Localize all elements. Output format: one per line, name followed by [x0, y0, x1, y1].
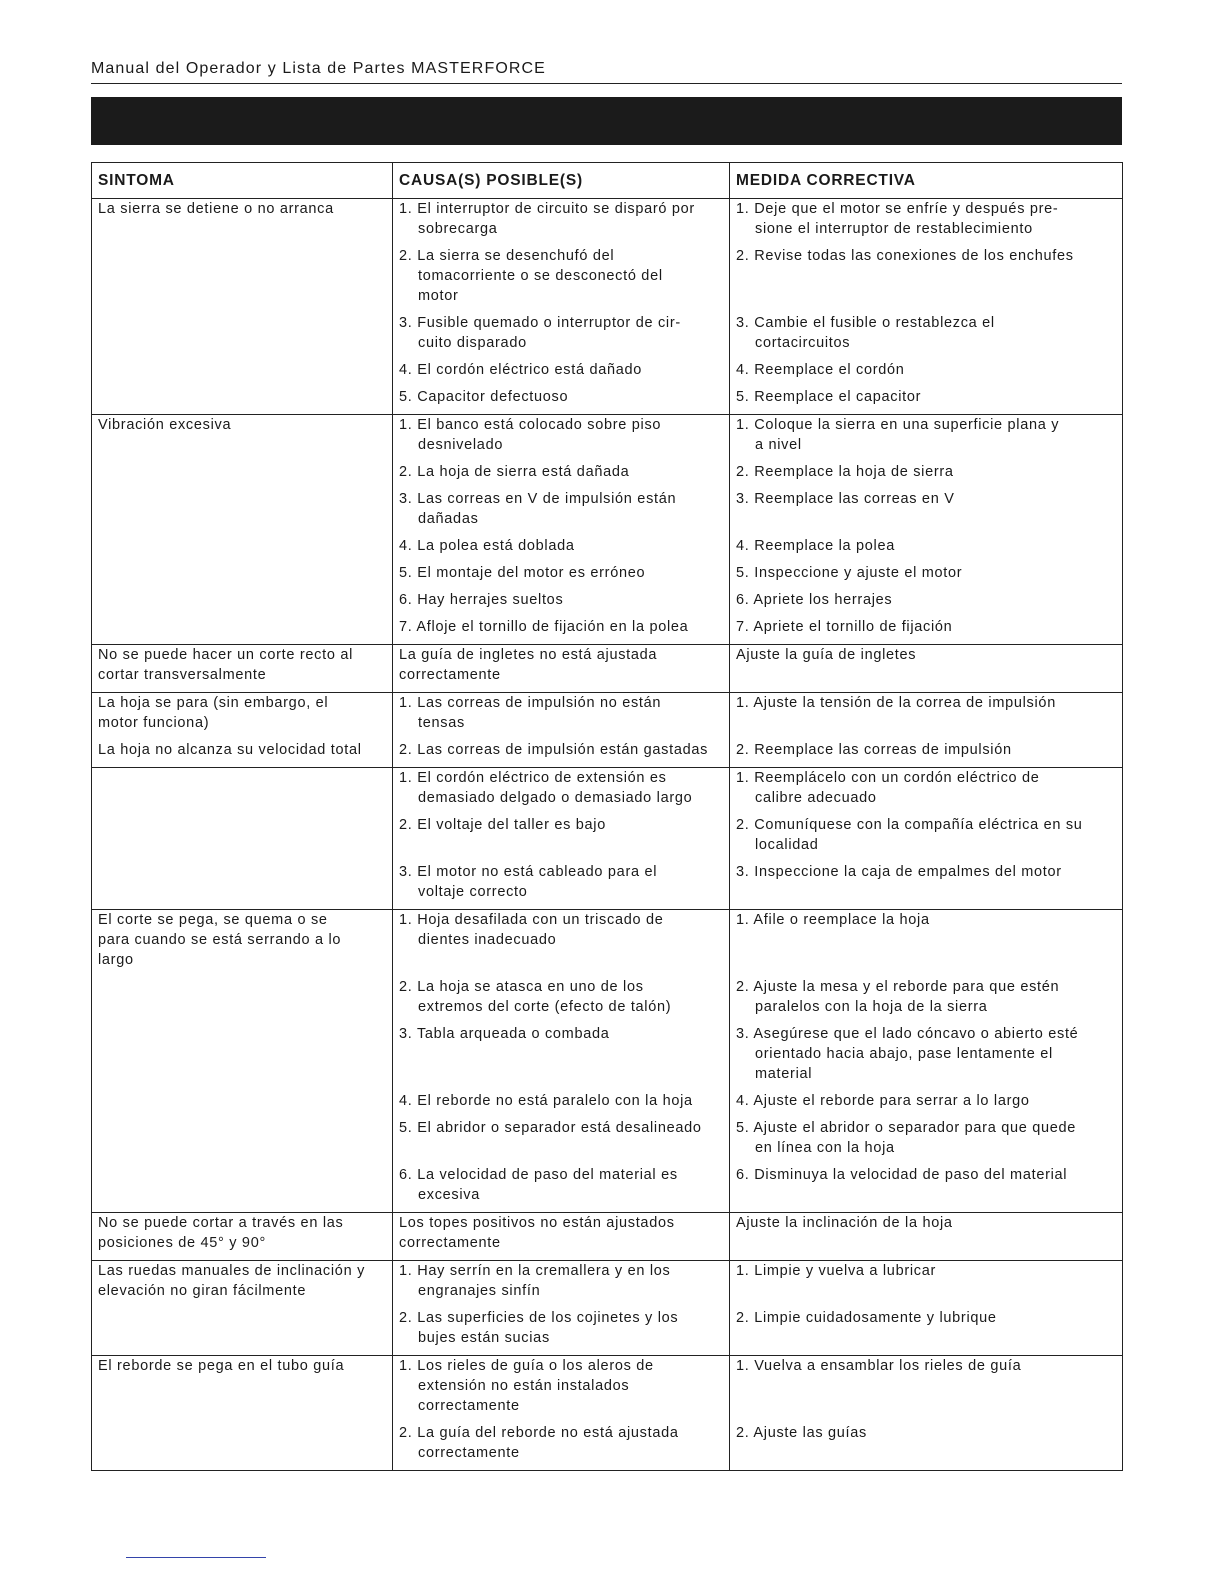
cell-text-line: 2. Las correas de impulsión están gastadas	[399, 742, 709, 758]
cell-text-line: Vibración excesiva	[98, 417, 232, 433]
cell-text-line: 5. Capacitor defectuoso	[399, 389, 569, 405]
symptom-cell	[92, 1308, 393, 1356]
cell-text-line: motor	[418, 288, 459, 304]
cause-cell	[393, 563, 730, 590]
table-row	[92, 862, 1123, 910]
fix-cell	[730, 415, 1123, 463]
cell-text-line: 4. Ajuste el reborde para serrar a lo largo	[736, 1093, 1030, 1109]
cell-text-line: localidad	[755, 837, 819, 853]
table-row	[92, 645, 1123, 693]
cell-text-line: 2. El voltaje del taller es bajo	[399, 817, 606, 833]
cell-text-line: 4. El reborde no está paralelo con la hoja	[399, 1093, 693, 1109]
cell-text-line: 2. Comuníquese con la compañía eléctrica en su	[736, 817, 1083, 833]
cell-text-line: cuito disparado	[418, 335, 527, 351]
cell-text-line: 3. El motor no está cableado para el	[399, 864, 658, 880]
table-row	[92, 910, 1123, 978]
fix-cell	[730, 246, 1123, 313]
cause-cell	[393, 360, 730, 387]
symptom-cell	[92, 693, 393, 741]
cell-text-line: 7. Apriete el tornillo de fijación	[736, 619, 953, 635]
cell-text-line: correctamente	[399, 667, 501, 683]
fix-cell	[730, 693, 1123, 741]
cause-cell	[393, 740, 730, 768]
cause-cell	[393, 1118, 730, 1165]
cause-cell	[393, 1091, 730, 1118]
header-rule	[91, 83, 1122, 84]
cell-text-line: 7. Afloje el tornillo de fijación en la polea	[399, 619, 689, 635]
cause-cell	[393, 313, 730, 360]
fix-cell	[730, 1118, 1123, 1165]
fix-cell	[730, 1165, 1123, 1213]
cause-cell	[393, 1308, 730, 1356]
cell-text-line: 1. Reemplácelo con un cordón eléctrico de	[736, 770, 1040, 786]
table-body	[92, 199, 1123, 1471]
symptom-cell	[92, 360, 393, 387]
cell-text-line: 1. El interruptor de circuito se disparó por	[399, 201, 695, 217]
fix-cell	[730, 768, 1123, 816]
symptom-cell	[92, 617, 393, 645]
fix-cell	[730, 462, 1123, 489]
fix-cell	[730, 977, 1123, 1024]
cell-text-line: 3. Fusible quemado o interruptor de cir-	[399, 315, 681, 331]
symptom-cell	[92, 1024, 393, 1091]
cause-cell	[393, 910, 730, 978]
table-row	[92, 313, 1123, 360]
cell-text-line: La guía de ingletes no está ajustada	[399, 647, 658, 663]
cell-text-line: paralelos con la hoja de la sierra	[755, 999, 988, 1015]
symptom-cell	[92, 1118, 393, 1165]
fix-cell	[730, 1024, 1123, 1091]
table-row	[92, 462, 1123, 489]
cell-text-line: 2. Reemplace la hoja de sierra	[736, 464, 954, 480]
table-row	[92, 387, 1123, 415]
fix-cell	[730, 617, 1123, 645]
cell-text-line: 2. Ajuste las guías	[736, 1425, 867, 1441]
cause-cell	[393, 1165, 730, 1213]
cell-text-line: Los topes positivos no están ajustados	[399, 1215, 675, 1231]
cell-text-line: 3. Asegúrese que el lado cóncavo o abierto esté	[736, 1026, 1079, 1042]
cell-text-line: para cuando se está serrando a lo	[98, 932, 342, 948]
table-row	[92, 740, 1123, 768]
symptom-cell	[92, 1165, 393, 1213]
cell-text-line: 1. Deje que el motor se enfríe y después pre-	[736, 201, 1059, 217]
symptom-cell	[92, 645, 393, 693]
cell-text-line: 6. Disminuya la velocidad de paso del material	[736, 1167, 1068, 1183]
footer-rule	[126, 1557, 266, 1558]
cell-text-line: 1. Limpie y vuelva a lubricar	[736, 1263, 937, 1279]
cell-text-line: Las ruedas manuales de inclinación y	[98, 1263, 366, 1279]
fix-cell	[730, 740, 1123, 768]
fix-cell	[730, 590, 1123, 617]
cell-text-line: desnivelado	[418, 437, 504, 453]
symptom-cell	[92, 1261, 393, 1309]
cell-text-line: 1. Coloque la sierra en una superficie plana y	[736, 417, 1060, 433]
cell-text-line: 2. La sierra se desenchufó del	[399, 248, 615, 264]
symptom-cell	[92, 563, 393, 590]
cell-text-line: 1. El banco está colocado sobre piso	[399, 417, 662, 433]
cell-text-line: 5. Reemplace el capacitor	[736, 389, 922, 405]
fix-cell	[730, 387, 1123, 415]
symptom-cell	[92, 1213, 393, 1261]
fix-cell	[730, 360, 1123, 387]
cell-text-line: 1. Afile o reemplace la hoja	[736, 912, 930, 928]
symptom-cell	[92, 536, 393, 563]
cell-text-line: 3. Cambie el fusible o restablezca el	[736, 315, 995, 331]
table-row	[92, 1308, 1123, 1356]
cause-cell	[393, 693, 730, 741]
fix-cell	[730, 1091, 1123, 1118]
cause-cell	[393, 1261, 730, 1309]
cell-text-line: 4. El cordón eléctrico está dañado	[399, 362, 643, 378]
cause-cell	[393, 617, 730, 645]
table-row	[92, 815, 1123, 862]
cell-text-line: engranajes sinfín	[418, 1283, 541, 1299]
fix-cell	[730, 563, 1123, 590]
cell-text-line: 1. Hoja desafilada con un triscado de	[399, 912, 664, 928]
table-row	[92, 1024, 1123, 1091]
cell-text-line: extremos del corte (efecto de talón)	[418, 999, 672, 1015]
fix-cell	[730, 1261, 1123, 1309]
column-header-symptom: SINTOMA	[92, 163, 393, 199]
cell-text-line: 2. Limpie cuidadosamente y lubrique	[736, 1310, 997, 1326]
cell-text-line: 5. Ajuste el abridor o separador para que quede	[736, 1120, 1077, 1136]
fix-cell	[730, 1423, 1123, 1471]
cell-text-line: 6. La velocidad de paso del material es	[399, 1167, 678, 1183]
cell-text-line: correctamente	[418, 1398, 520, 1414]
symptom-cell	[92, 462, 393, 489]
running-header: Manual del Operador y Lista de Partes MASTERFORCE	[91, 60, 546, 77]
cell-text-line: correctamente	[399, 1235, 501, 1251]
cell-text-line: El corte se pega, se quema o se	[98, 912, 328, 928]
table-row	[92, 1423, 1123, 1471]
cell-text-line: 3. Reemplace las correas en V	[736, 491, 955, 507]
cause-cell	[393, 1423, 730, 1471]
cell-text-line: 1. Los rieles de guía o los aleros de	[399, 1358, 654, 1374]
table-row	[92, 246, 1123, 313]
table-row	[92, 768, 1123, 816]
cell-text-line: Ajuste la guía de ingletes	[736, 647, 917, 663]
troubleshooting-table	[91, 162, 1123, 1471]
table-row	[92, 360, 1123, 387]
symptom-cell	[92, 387, 393, 415]
cell-text-line: No se puede hacer un corte recto al	[98, 647, 354, 663]
cell-text-line: posiciones de 45° y 90°	[98, 1235, 266, 1251]
cell-text-line: dañadas	[418, 511, 479, 527]
table-row	[92, 1118, 1123, 1165]
cell-text-line: 4. La polea está doblada	[399, 538, 575, 554]
table-row	[92, 617, 1123, 645]
column-header-fix: MEDIDA CORRECTIVA	[730, 163, 1123, 199]
symptom-cell	[92, 1423, 393, 1471]
table-row	[92, 693, 1123, 741]
cell-text-line: elevación no giran fácilmente	[98, 1283, 307, 1299]
cause-cell	[393, 387, 730, 415]
cell-text-line: 1. Las correas de impulsión no están	[399, 695, 662, 711]
table-row	[92, 1213, 1123, 1261]
cause-cell	[393, 415, 730, 463]
cell-text-line: material	[755, 1066, 813, 1082]
cause-cell	[393, 1356, 730, 1424]
cell-text-line: tomacorriente o se desconectó del	[418, 268, 663, 284]
cell-text-line: No se puede cortar a través en las	[98, 1215, 344, 1231]
cell-text-line: correctamente	[418, 1445, 520, 1461]
fix-cell	[730, 910, 1123, 978]
cause-cell	[393, 199, 730, 247]
section-banner	[91, 97, 1122, 145]
cell-text-line: 5. El montaje del motor es erróneo	[399, 565, 646, 581]
cell-text-line: en línea con la hoja	[755, 1140, 895, 1156]
cell-text-line: tensas	[418, 715, 465, 731]
fix-cell	[730, 536, 1123, 563]
cell-text-line: calibre adecuado	[755, 790, 877, 806]
symptom-cell	[92, 313, 393, 360]
cell-text-line: 2. Ajuste la mesa y el reborde para que estén	[736, 979, 1060, 995]
cell-text-line: La hoja no alcanza su velocidad total	[98, 742, 362, 758]
cause-cell	[393, 768, 730, 816]
symptom-cell	[92, 246, 393, 313]
symptom-cell	[92, 815, 393, 862]
fix-cell	[730, 199, 1123, 247]
cell-text-line: 5. Inspeccione y ajuste el motor	[736, 565, 963, 581]
cause-cell	[393, 977, 730, 1024]
cell-text-line: largo	[98, 952, 134, 968]
cell-text-line: 1. Hay serrín en la cremallera y en los	[399, 1263, 671, 1279]
table-header-row	[92, 163, 1123, 199]
cell-text-line: cortacircuitos	[755, 335, 851, 351]
cell-text-line: 2. La hoja se atasca en uno de los	[399, 979, 644, 995]
table-row	[92, 563, 1123, 590]
symptom-cell	[92, 768, 393, 816]
fix-cell	[730, 1213, 1123, 1261]
cell-text-line: 2. La hoja de sierra está dañada	[399, 464, 630, 480]
column-header-cause: CAUSA(S) POSIBLE(S)	[393, 163, 730, 199]
cell-text-line: 1. El cordón eléctrico de extensión es	[399, 770, 667, 786]
table-row	[92, 489, 1123, 536]
cell-text-line: bujes están sucias	[418, 1330, 550, 1346]
cell-text-line: cortar transversalmente	[98, 667, 267, 683]
cause-cell	[393, 590, 730, 617]
symptom-cell	[92, 1356, 393, 1424]
cell-text-line: 6. Apriete los herrajes	[736, 592, 893, 608]
cell-text-line: La hoja se para (sin embargo, el	[98, 695, 329, 711]
cell-text-line: a nivel	[755, 437, 802, 453]
cell-text-line: La sierra se detiene o no arranca	[98, 201, 334, 217]
table-row	[92, 199, 1123, 247]
cell-text-line: Ajuste la inclinación de la hoja	[736, 1215, 953, 1231]
cause-cell	[393, 462, 730, 489]
cell-text-line: demasiado delgado o demasiado largo	[418, 790, 693, 806]
cell-text-line: 2. Revise todas las conexiones de los enchufes	[736, 248, 1074, 264]
table-row	[92, 1261, 1123, 1309]
fix-cell	[730, 1356, 1123, 1424]
cell-text-line: 4. Reemplace la polea	[736, 538, 895, 554]
cell-text-line: 2. La guía del reborde no está ajustada	[399, 1425, 679, 1441]
cell-text-line: sione el interruptor de restablecimiento	[755, 221, 1033, 237]
table-row	[92, 536, 1123, 563]
cause-cell	[393, 246, 730, 313]
cell-text-line: 4. Reemplace el cordón	[736, 362, 905, 378]
symptom-cell	[92, 862, 393, 910]
cell-text-line: orientado hacia abajo, pase lentamente el	[755, 1046, 1053, 1062]
table-row	[92, 1356, 1123, 1424]
fix-cell	[730, 815, 1123, 862]
symptom-cell	[92, 489, 393, 536]
cell-text-line: 1. Vuelva a ensamblar los rieles de guía	[736, 1358, 1022, 1374]
cause-cell	[393, 862, 730, 910]
symptom-cell	[92, 740, 393, 768]
symptom-cell	[92, 910, 393, 978]
cell-text-line: 6. Hay herrajes sueltos	[399, 592, 564, 608]
cell-text-line: sobrecarga	[418, 221, 498, 237]
cell-text-line: motor funciona)	[98, 715, 210, 731]
cause-cell	[393, 536, 730, 563]
cell-text-line: 1. Ajuste la tensión de la correa de impulsión	[736, 695, 1056, 711]
table-row	[92, 1091, 1123, 1118]
cause-cell	[393, 645, 730, 693]
table-row	[92, 977, 1123, 1024]
cause-cell	[393, 1024, 730, 1091]
cause-cell	[393, 815, 730, 862]
symptom-cell	[92, 415, 393, 463]
cell-text-line: El reborde se pega en el tubo guía	[98, 1358, 345, 1374]
cell-text-line: extensión no están instalados	[418, 1378, 630, 1394]
symptom-cell	[92, 199, 393, 247]
symptom-cell	[92, 977, 393, 1024]
cell-text-line: 2. Reemplace las correas de impulsión	[736, 742, 1012, 758]
fix-cell	[730, 1308, 1123, 1356]
fix-cell	[730, 645, 1123, 693]
fix-cell	[730, 489, 1123, 536]
cell-text-line: 3. Las correas en V de impulsión están	[399, 491, 677, 507]
cell-text-line: dientes inadecuado	[418, 932, 557, 948]
symptom-cell	[92, 590, 393, 617]
cell-text-line: excesiva	[418, 1187, 481, 1203]
cell-text-line: voltaje correcto	[418, 884, 528, 900]
fix-cell	[730, 862, 1123, 910]
fix-cell	[730, 313, 1123, 360]
cell-text-line: 3. Inspeccione la caja de empalmes del motor	[736, 864, 1062, 880]
table-row	[92, 590, 1123, 617]
cell-text-line: 2. Las superficies de los cojinetes y los	[399, 1310, 679, 1326]
cause-cell	[393, 1213, 730, 1261]
table-row	[92, 1165, 1123, 1213]
cell-text-line: 5. El abridor o separador está desalineado	[399, 1120, 702, 1136]
cell-text-line: 3. Tabla arqueada o combada	[399, 1026, 610, 1042]
table-row	[92, 415, 1123, 463]
symptom-cell	[92, 1091, 393, 1118]
cause-cell	[393, 489, 730, 536]
